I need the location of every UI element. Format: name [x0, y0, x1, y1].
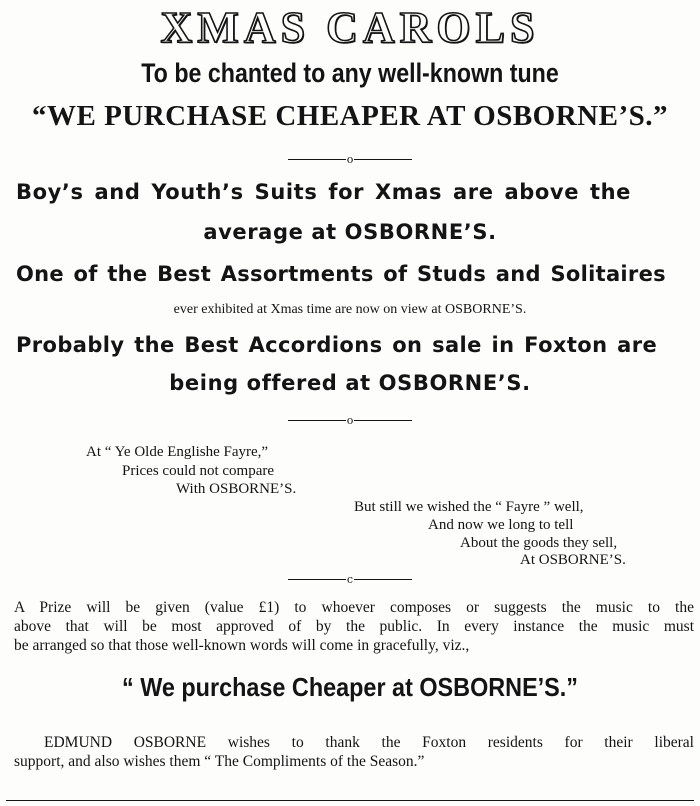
verse-right-line-2: And now we long to tell [428, 517, 574, 533]
studs-line-2: ever exhibited at Xmas time are now on view at OSBORNE’S. [173, 302, 527, 317]
accordions-line-2: being offered at OSBORNE’S. [169, 371, 531, 395]
prize-line-3: be arranged so that those well-known words will come in gracefully, viz., [14, 637, 470, 654]
verse-right-line-4: At OSBORNE’S. [520, 552, 626, 568]
thanks-line-2: support, and also wishes them “ The Compliments of the Season.” [14, 753, 425, 770]
bottom-rule [6, 800, 694, 801]
closing-slogan: “ We purchase Cheaper at OSBORNE’S.” [121, 672, 578, 702]
divider-mark: c [346, 572, 354, 586]
suits-line-2: average at OSBORNE’S. [203, 220, 497, 244]
subtitle-chant: To be chanted to any well-known tune [141, 58, 559, 88]
suits-line-1: Boy’s and Youth’s Suits for Xmas are above the [16, 180, 632, 204]
prize-line-2: above that will be most approved of by the public. In every instance the music must [14, 618, 694, 635]
prize-paragraph [14, 598, 694, 655]
thanks-line-1: EDMUND OSBORNE wishes to thank the Foxton residents for their liberal [44, 734, 694, 751]
divider-rule-2 [0, 413, 700, 427]
accordions-line-1: Probably the Best Accordions on sale in Foxton are [16, 333, 658, 357]
studs-line-1: One of the Best Assortments of Studs and Solitaires [16, 262, 666, 286]
divider-mark: o [346, 152, 354, 166]
verse-right-line-3: About the goods they sell, [460, 535, 618, 551]
divider-rule-1 [0, 152, 700, 166]
verse-left-line-2: Prices could not compare [122, 463, 275, 479]
divider-mark: o [346, 413, 354, 427]
prize-line-1: A Prize will be given (value £1) to whoever composes or suggests the music to the [14, 599, 694, 616]
verse-right-line-1: But still we wished the “ Fayre ” well, [354, 499, 584, 515]
verse-left-line-3: With OSBORNE’S. [176, 481, 297, 497]
xmas-carols-title: XMAS CAROLS [160, 3, 540, 52]
verse-left-line-1: At “ Ye Olde Englishe Fayre,” [86, 444, 269, 460]
subtitle-slogan: “WE PURCHASE CHEAPER AT OSBORNE’S.” [31, 100, 668, 132]
thanks-paragraph [14, 733, 694, 771]
divider-rule-3 [0, 572, 700, 586]
